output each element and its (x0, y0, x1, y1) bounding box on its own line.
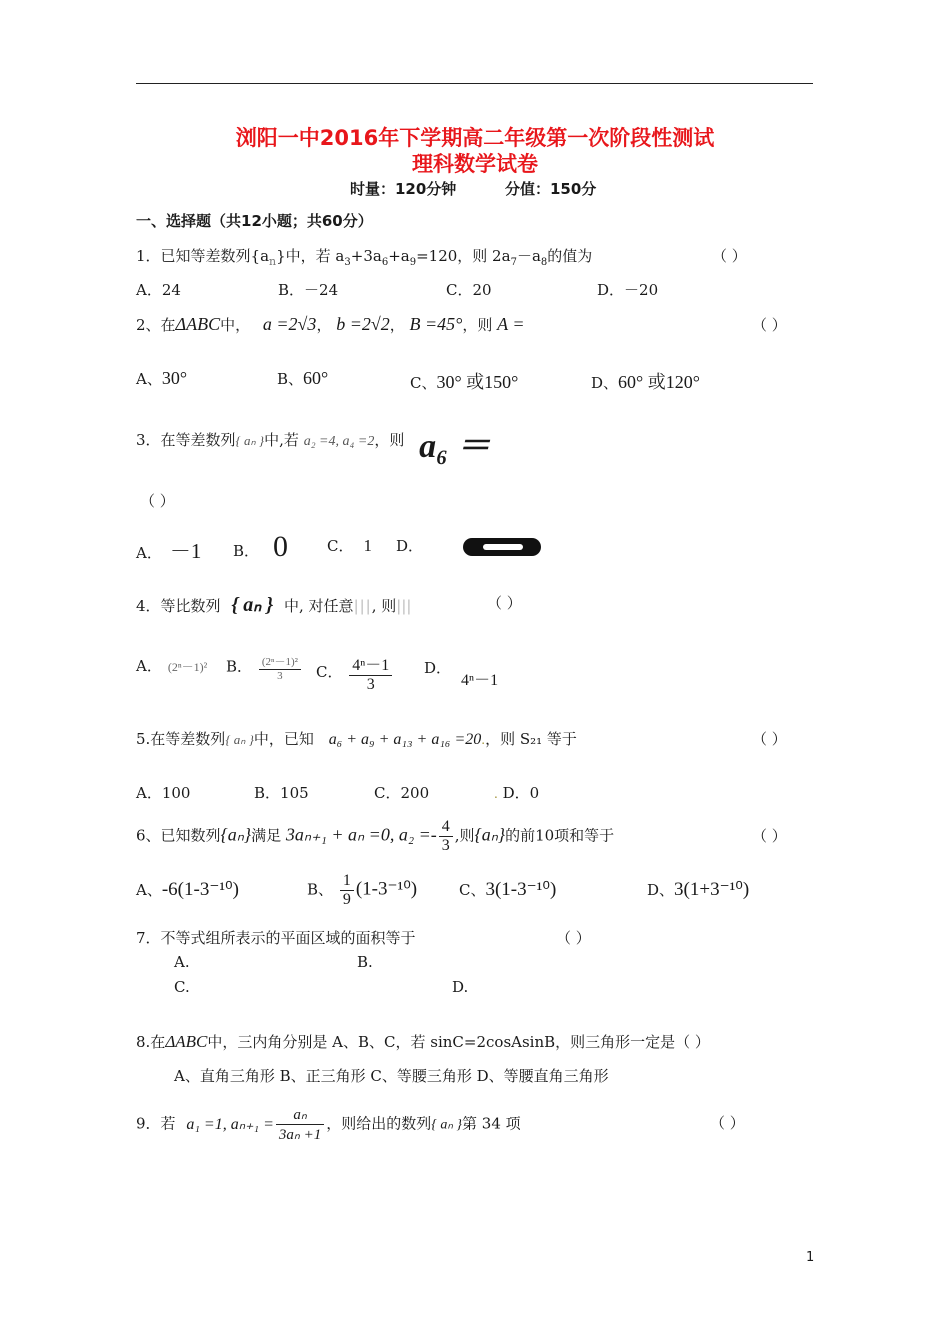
q2-option-a: A、30° (136, 368, 188, 388)
answer-paren-3: （ ） (140, 492, 175, 510)
q6-option-a: A、-6(1-3⁻¹⁰) (136, 879, 239, 900)
question-8-options: A、直角三角形 B、正三角形 C、等腰三角形 D、等腰直角三角形 (174, 1067, 609, 1085)
answer-paren-5: （ ） (752, 730, 787, 748)
q7-option-c: C. (174, 978, 190, 996)
q4-option-a: A． (2ⁿ－1)² (136, 657, 208, 675)
header-rule (136, 83, 813, 84)
q1-option-a: A．24 (136, 281, 181, 299)
q4-option-b: B． $\frac{\text{(2ⁿ－1)²}}{3}$ (226, 653, 303, 682)
question-4: 4．等比数列 { aₙ } 中, 对任意|||, 则||| (136, 594, 412, 616)
q5-option-c: C．200 (374, 784, 430, 802)
answer-image-d (463, 538, 541, 556)
q3-option-a: A． －1 (136, 539, 202, 563)
section-heading: 一、选择题（共12小题；共60分） (136, 212, 373, 230)
q7-option-d: D. (452, 978, 469, 996)
q4-option-d: D．4ⁿ－1 (424, 659, 499, 689)
q6-option-d: D、3(1+3⁻¹⁰) (647, 879, 750, 900)
exam-title: 浏阳一中2016年下学期高二年级第一次阶段性测试 (235, 126, 715, 150)
q7-option-b: B. (357, 953, 373, 971)
question-9: 9．若 a₁ =1, aₙ₊₁ = $\frac{\text{aₙ}}{\text{3aₙ +1}}$ ，则给出的数列{ aₙ }第 34 项 (136, 1107, 521, 1143)
answer-paren-6: （ ） (752, 827, 787, 845)
page-number: 1 (806, 1250, 815, 1265)
question-3: 3．在等差数列{ aₙ }中,若 a₂ =4, a₄ =2，则 a₆ ＝ (136, 428, 491, 465)
answer-paren-9: （ ） (710, 1114, 745, 1132)
q2-option-c: C、30° 或150° (410, 372, 519, 392)
q5-option-b: B．105 (254, 784, 309, 802)
question-6: 6、已知数列{aₙ}满足 3aₙ₊₁ + aₙ =0, a₂ =- $\frac{4}{3}$ ,则{aₙ}的前10项和等于 (136, 818, 615, 854)
q5-option-a: A．100 (136, 784, 191, 802)
q7-option-a: A. (174, 953, 190, 971)
q6-option-c: C、3(1-3⁻¹⁰) (459, 879, 557, 900)
question-8: 8.在ΔABC中，三内角分别是 A、B、C，若 sinC=2cosAsinB，则三角形一定是（ ） (136, 1032, 710, 1051)
answer-paren-2: （ ） (752, 316, 787, 334)
q3-option-b: B． 0 (233, 530, 289, 563)
q1-option-d: D．－20 (597, 281, 659, 299)
q3-option-c: C． 1 (327, 536, 372, 555)
answer-paren-7: （ ） (556, 929, 591, 947)
q6-option-b: B、 $\frac{1}{9}$ (1-3⁻¹⁰) (307, 872, 418, 908)
answer-paren-1: （ ） (712, 247, 747, 265)
question-5: 5.在等差数列{ aₙ }中，已知 a₆ + a₉ + a₁₃ + a₁₆ =20.，则 S₂₁ 等于 (136, 730, 577, 748)
q2-option-d: D、60° 或120° (591, 372, 700, 392)
q1-option-b: B．－24 (278, 281, 339, 299)
q5-option-d: . D．0 (494, 784, 540, 802)
q1-option-c: C．20 (446, 281, 492, 299)
q4-option-c: C． $\frac{\text{4ⁿ－1}}{3}$ (316, 652, 394, 694)
question-2: 2、在ΔABC中， a =2√3， b =2√2， B =45°，则 A = (136, 314, 525, 334)
exam-subtitle: 理科数学试卷 (412, 152, 538, 176)
answer-paren-4: （ ） (487, 594, 522, 612)
exam-time: 时量：120分钟 (350, 180, 457, 198)
q2-option-b: B、60° (277, 368, 329, 388)
question-7: 7．不等式组所表示的平面区域的面积等于 (136, 929, 416, 947)
q3-option-d: D． (396, 535, 541, 556)
question-1: 1．已知等差数列$\{a_n\}$中，若 $a_3+3a_6+a_9=120$，则 $2a_7-a_8$的值为 (136, 247, 593, 268)
exam-score: 分值：150分 (505, 180, 597, 198)
